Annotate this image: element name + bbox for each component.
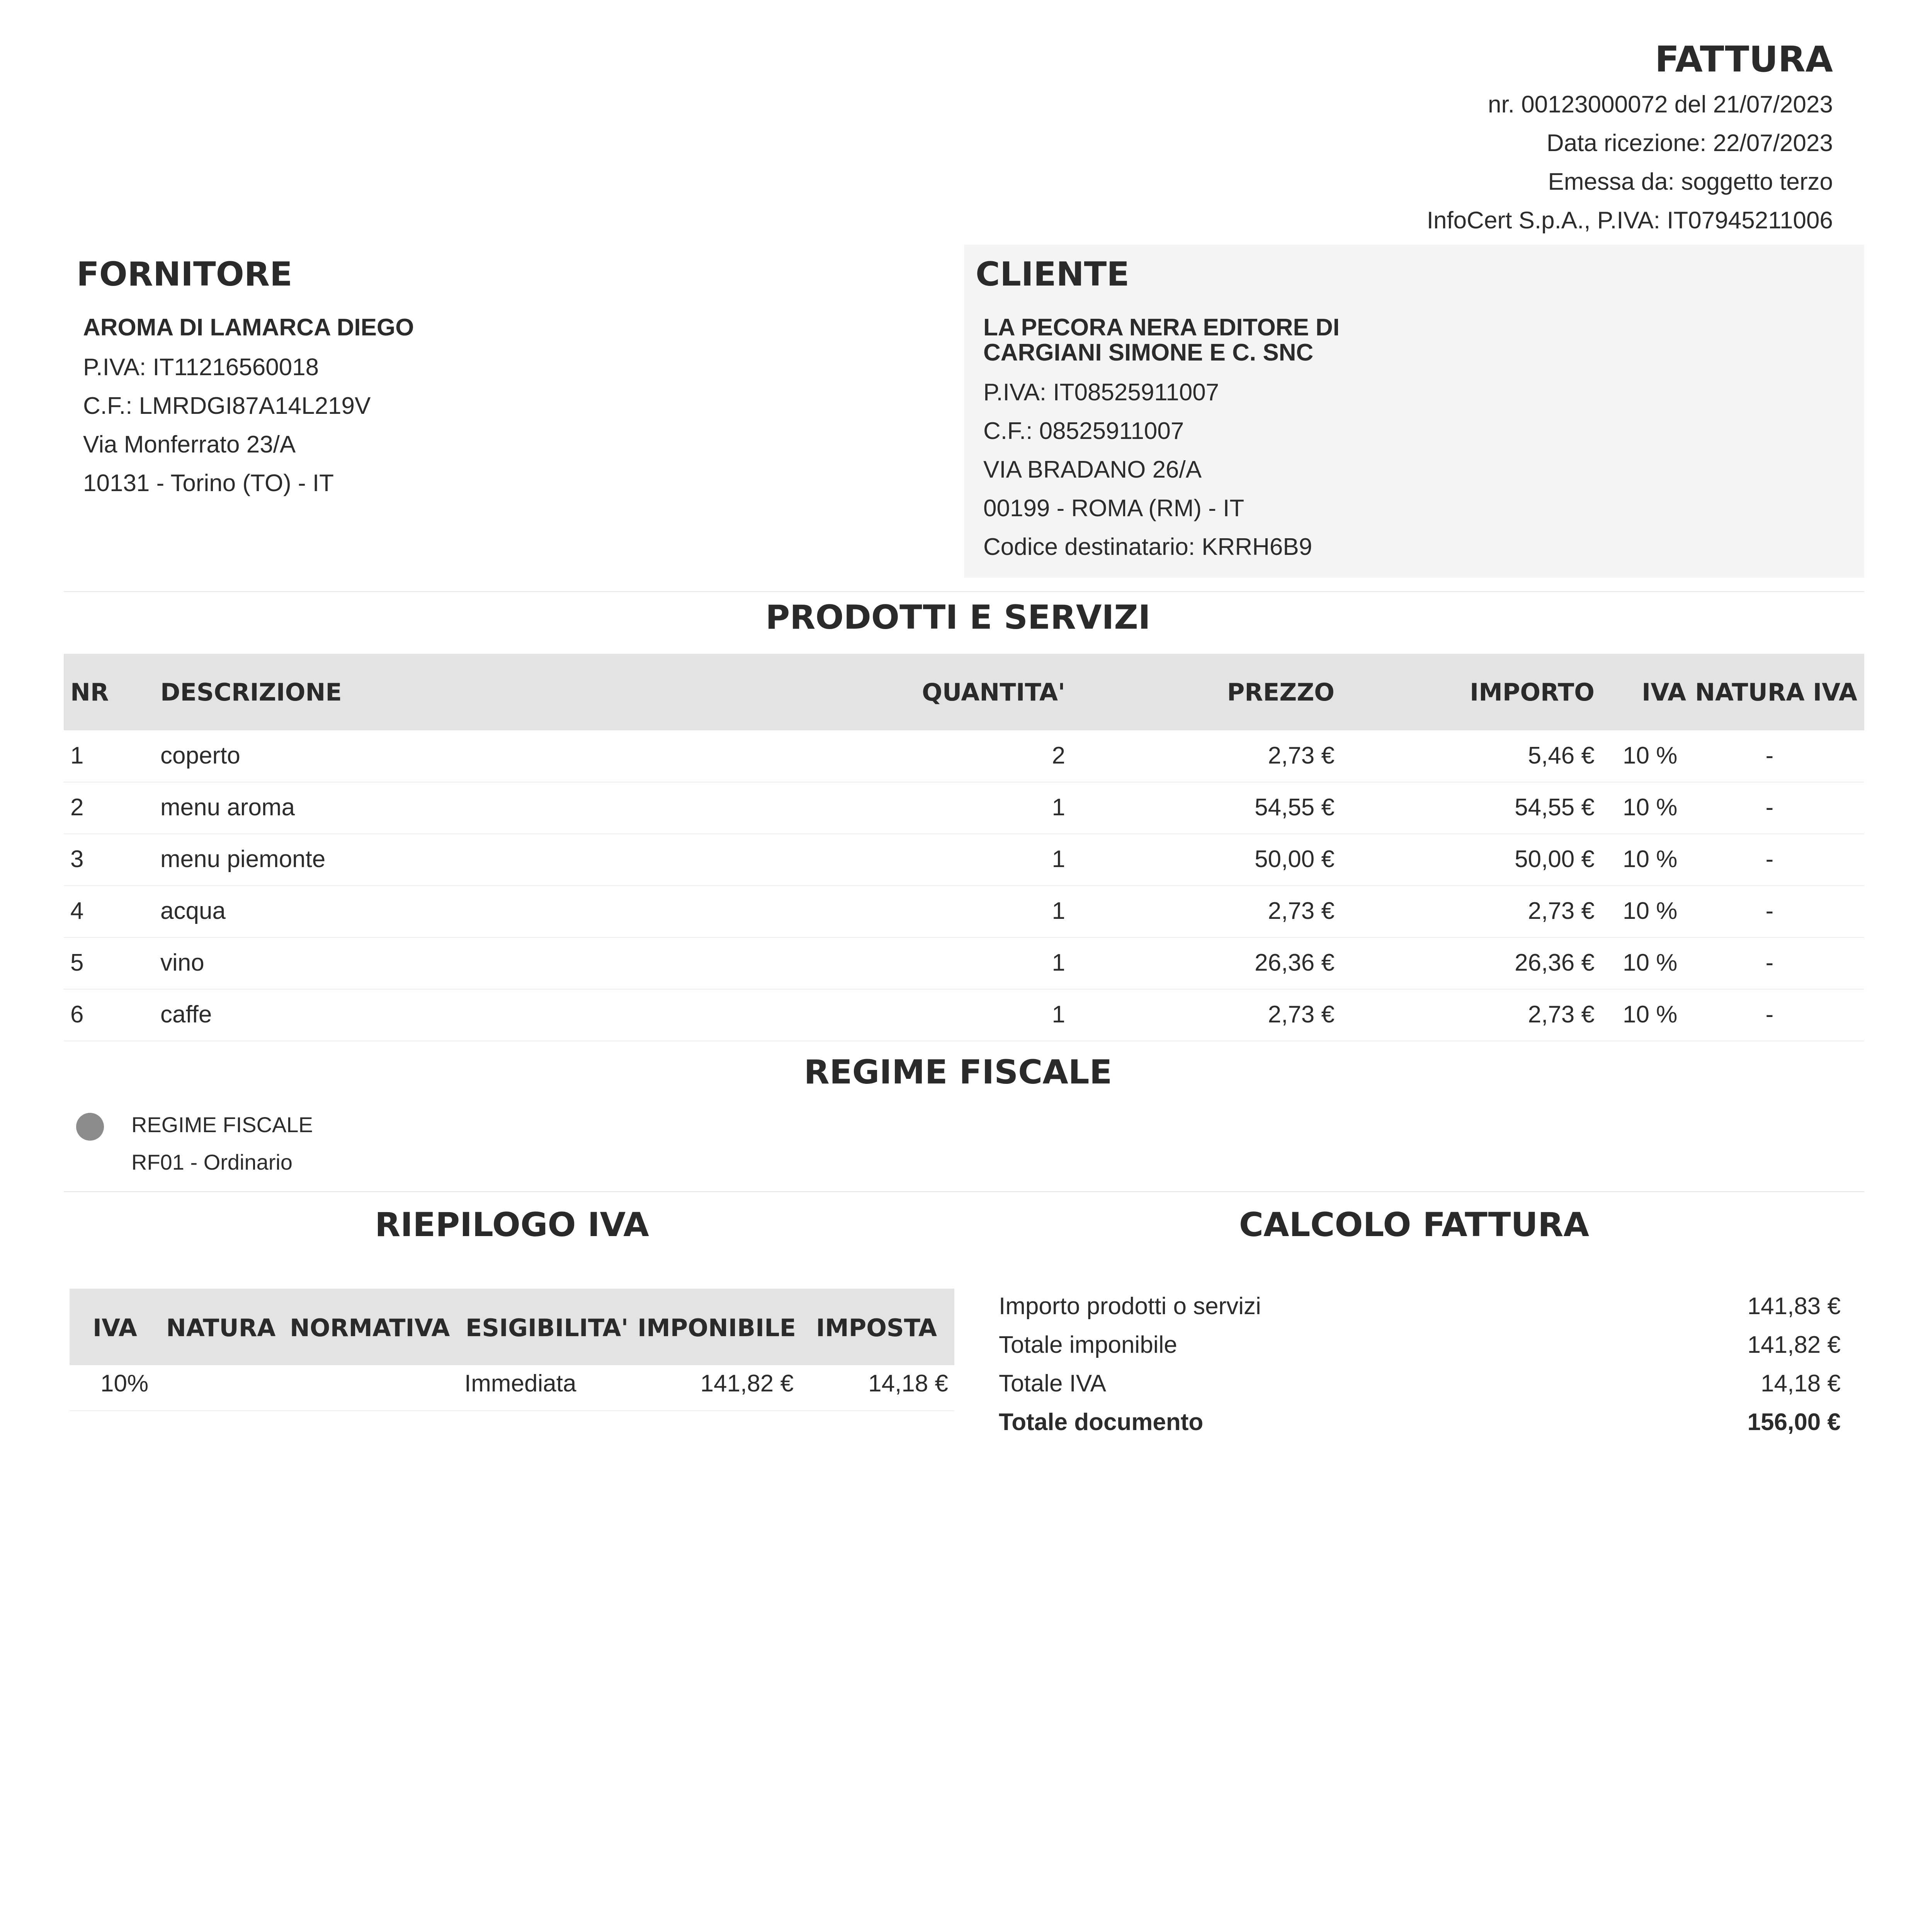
calculation-title: CALCOLO FATTURA: [1239, 1206, 1590, 1244]
calc-label-total: Totale documento: [999, 1409, 1204, 1435]
vat-col-imponibile: IMPONIBILE: [638, 1314, 796, 1342]
table-row-quantity: 1: [1052, 949, 1065, 976]
calc-label-taxable: Totale imponibile: [999, 1332, 1177, 1358]
table-row-vat: 10 %: [1623, 846, 1678, 872]
table-row-vat-nature: -: [1765, 1001, 1774, 1028]
table-row-quantity: 1: [1052, 794, 1065, 821]
col-price: PREZZO: [1227, 678, 1335, 706]
supplier-title: FORNITORE: [77, 255, 292, 294]
table-row-quantity: 2: [1052, 742, 1065, 769]
client-title: CLIENTE: [976, 255, 1130, 294]
table-row-description: menu aroma: [160, 794, 295, 821]
regime-value: RF01 - Ordinario: [131, 1150, 293, 1174]
table-row-price: 2,73 €: [1268, 742, 1335, 769]
table-row-description: caffe: [160, 1001, 212, 1028]
intermediary: InfoCert S.p.A., P.IVA: IT07945211006: [1426, 207, 1833, 234]
reception-date: Data ricezione: 22/07/2023: [1546, 130, 1833, 156]
table-row-vat-nature: -: [1765, 846, 1774, 872]
table-row-vat: 10 %: [1623, 898, 1678, 924]
vat-col-imposta: IMPOSTA: [816, 1314, 937, 1342]
table-row-nr: 6: [70, 1001, 84, 1028]
table-row-vat: 10 %: [1623, 1001, 1678, 1028]
table-row-nr: 2: [70, 794, 84, 821]
table-row-price: 26,36 €: [1255, 949, 1335, 976]
table-row-nr: 1: [70, 742, 84, 769]
invoice-title: FATTURA: [1655, 39, 1833, 80]
col-description: DESCRIZIONE: [160, 678, 342, 706]
table-row-description: menu piemonte: [160, 846, 326, 872]
vat-row-imponibile: 141,82 €: [700, 1370, 794, 1397]
col-nr: NR: [70, 678, 109, 706]
vat-col-esigibilita: ESIGIBILITA': [466, 1314, 629, 1342]
regime-title: REGIME FISCALE: [804, 1053, 1112, 1092]
col-vat: IVA: [1642, 678, 1686, 706]
client-cf: C.F.: 08525911007: [983, 418, 1184, 444]
table-row-amount: 26,36 €: [1515, 949, 1595, 976]
table-row-vat-nature: -: [1765, 742, 1774, 769]
table-row-amount: 54,55 €: [1515, 794, 1595, 821]
client-name-line2: CARGIANI SIMONE E C. SNC: [983, 339, 1314, 366]
table-row-vat: 10 %: [1623, 742, 1678, 769]
products-title: PRODOTTI E SERVIZI: [765, 598, 1151, 637]
vat-col-iva: IVA: [93, 1314, 137, 1342]
table-row-vat-nature: -: [1765, 794, 1774, 821]
divider: [64, 1191, 1864, 1192]
table-row-nr: 3: [70, 846, 84, 872]
table-row-quantity: 1: [1052, 846, 1065, 872]
table-row-description: vino: [160, 949, 204, 976]
client-piva: P.IVA: IT08525911007: [983, 379, 1219, 406]
calc-label-vat: Totale IVA: [999, 1370, 1107, 1397]
col-vat-nature: NATURA IVA: [1695, 678, 1857, 706]
vat-row-imposta: 14,18 €: [868, 1370, 948, 1397]
table-row-nr: 4: [70, 898, 84, 924]
supplier-city: 10131 - Torino (TO) - IT: [83, 470, 334, 497]
table-row-description: acqua: [160, 898, 226, 924]
vat-row-iva: 10%: [100, 1370, 149, 1397]
row-divider: [64, 833, 1864, 834]
table-row-amount: 2,73 €: [1528, 898, 1595, 924]
client-recipient-code: Codice destinatario: KRRH6B9: [983, 534, 1312, 560]
regime-label: REGIME FISCALE: [131, 1112, 313, 1137]
supplier-piva: P.IVA: IT11216560018: [83, 354, 319, 381]
col-amount: IMPORTO: [1470, 678, 1595, 706]
regime-bullet-icon: [76, 1113, 104, 1141]
client-name-line1: LA PECORA NERA EDITORE DI: [983, 314, 1340, 341]
calc-value-taxable: 141,82 €: [1747, 1332, 1841, 1358]
row-divider: [64, 937, 1864, 938]
table-row-amount: 2,73 €: [1528, 1001, 1595, 1028]
table-row-description: coperto: [160, 742, 240, 769]
divider: [64, 591, 1864, 592]
table-row-price: 2,73 €: [1268, 898, 1335, 924]
table-row-quantity: 1: [1052, 898, 1065, 924]
supplier-cf: C.F.: LMRDGI87A14L219V: [83, 393, 371, 419]
table-row-vat: 10 %: [1623, 794, 1678, 821]
table-row-price: 50,00 €: [1255, 846, 1335, 872]
calc-label-products: Importo prodotti o servizi: [999, 1293, 1261, 1320]
table-row-amount: 50,00 €: [1515, 846, 1595, 872]
supplier-address: Via Monferrato 23/A: [83, 431, 296, 458]
table-row-nr: 5: [70, 949, 84, 976]
table-row-quantity: 1: [1052, 1001, 1065, 1028]
client-city: 00199 - ROMA (RM) - IT: [983, 495, 1244, 522]
invoice-number: nr. 00123000072 del 21/07/2023: [1488, 91, 1833, 118]
table-row-vat-nature: -: [1765, 898, 1774, 924]
calc-value-products: 141,83 €: [1747, 1293, 1841, 1320]
issued-by: Emessa da: soggetto terzo: [1548, 168, 1833, 195]
table-row-vat-nature: -: [1765, 949, 1774, 976]
client-box: [964, 245, 1864, 578]
row-divider: [64, 989, 1864, 990]
calc-value-vat: 14,18 €: [1761, 1370, 1841, 1397]
row-divider: [64, 885, 1864, 886]
row-divider: [70, 1410, 954, 1411]
col-quantity: QUANTITA': [922, 678, 1065, 706]
table-row-amount: 5,46 €: [1528, 742, 1595, 769]
calc-value-total: 156,00 €: [1747, 1409, 1841, 1435]
table-row-vat: 10 %: [1623, 949, 1678, 976]
vat-col-normativa: NORMATIVA: [290, 1314, 450, 1342]
table-row-price: 2,73 €: [1268, 1001, 1335, 1028]
vat-col-natura: NATURA: [166, 1314, 276, 1342]
vat-summary-title: RIEPILOGO IVA: [375, 1206, 649, 1244]
vat-row-esigibilita: Immediata: [464, 1370, 576, 1397]
supplier-name: AROMA DI LAMARCA DIEGO: [83, 314, 414, 341]
table-row-price: 54,55 €: [1255, 794, 1335, 821]
client-address: VIA BRADANO 26/A: [983, 456, 1202, 483]
